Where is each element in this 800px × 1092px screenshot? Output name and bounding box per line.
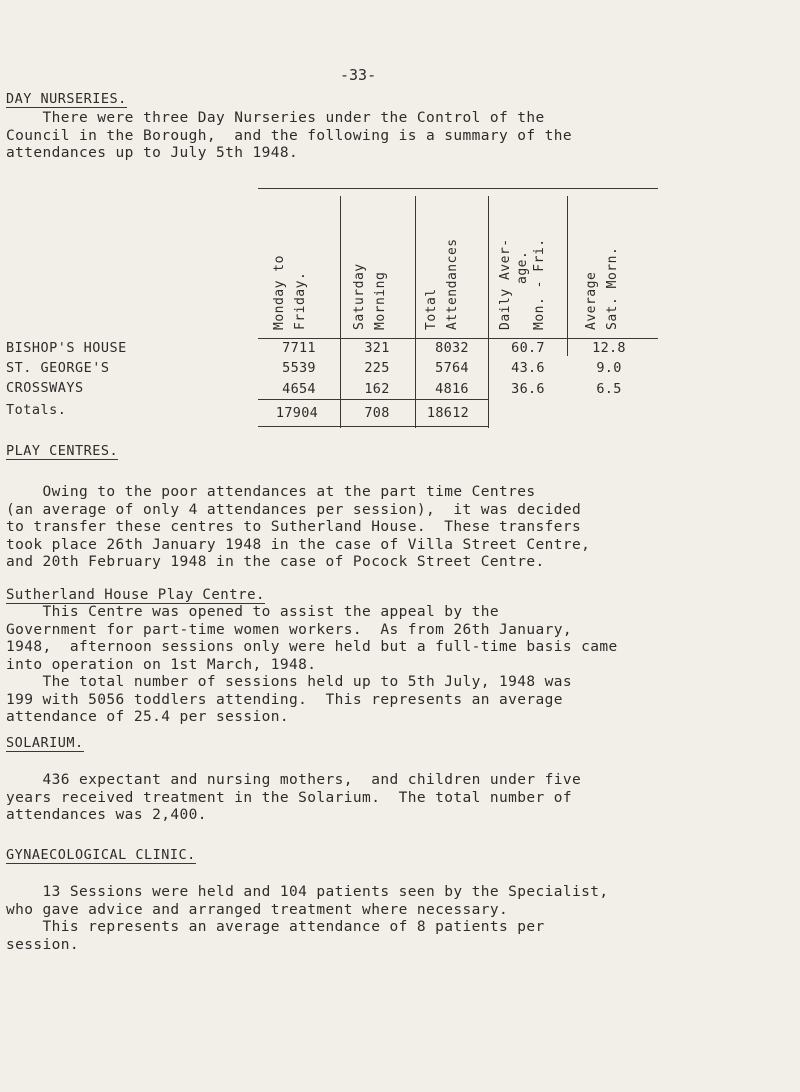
table-cell: 225: [364, 360, 390, 376]
sutherland-heading: Sutherland House Play Centre.: [6, 587, 265, 603]
row-label: ST. GEORGE'S: [6, 360, 110, 376]
table-cell: 36.6: [511, 381, 545, 397]
col-header-total-attendances: Total Attendances: [424, 238, 460, 330]
table-cell: 708: [364, 405, 390, 421]
table-cell: 4654: [282, 381, 316, 397]
table-cell: 18612: [426, 405, 470, 421]
table-top-border: [258, 188, 658, 189]
play-centres-paragraph: Owing to the poor attendances at the part time Centres (an average of only 4 attendances per session), it was decided to transfer these centres to Sutherland House. These transfers took place 26th January 1948 in the case of Villa Street Centre, and 20th February 1948 in the case of Pocock Street Centre.: [6, 484, 591, 570]
col-header-saturday-morning: Saturday Morning: [352, 263, 388, 330]
gynaecological-heading: GYNAECOLOGICAL CLINIC.: [6, 847, 196, 863]
gynaecological-paragraph: 13 Sessions were held and 104 patients seen by the Specialist, who gave advice and arranged treatment where necessary. This represents an average attendance of 8 patients per session.: [6, 884, 609, 953]
day-nurseries-heading: DAY NURSERIES.: [6, 91, 127, 107]
totals-label: Totals.: [6, 402, 67, 418]
table-cell: 17904: [275, 405, 319, 421]
row-label: CROSSWAYS: [6, 380, 84, 396]
table-cell: 8032: [435, 340, 469, 356]
table-cell: 162: [364, 381, 390, 397]
table-cell: 9.0: [596, 360, 622, 376]
row-label: BISHOP'S HOUSE: [6, 340, 127, 356]
col-header-daily-average: Daily Aver- age. Mon. - Fri.: [498, 238, 547, 330]
solarium-heading: SOLARIUM.: [6, 735, 84, 751]
table-cell: 5764: [435, 360, 469, 376]
table-cell: 43.6: [511, 360, 545, 376]
day-nurseries-paragraph: There were three Day Nurseries under the Control of the Council in the Borough, and the following is a summary of the attendances up to July 5th 1948.: [6, 110, 573, 161]
col-header-average-saturday: Average Sat. Morn.: [584, 246, 620, 330]
table-cell: 12.8: [592, 340, 626, 356]
table-cell: 60.7: [511, 340, 545, 356]
col-divider: [488, 196, 489, 428]
totals-top-border: [258, 399, 488, 400]
sutherland-paragraph: This Centre was opened to assist the appeal by the Government for part-time women workers. As from 26th January, 1948, afternoon sessions only were held but a full-time basis came into operation on 1st March, 1948. The total number of sessions held up to 5th July, 1948 was 199 with 5056 toddlers attending. This represents an average attendance of 25.4 per session.: [6, 604, 618, 725]
col-header-monday-friday: Monday to Friday.: [272, 255, 308, 330]
table-cell: 6.5: [596, 381, 622, 397]
table-bottom-border: [258, 426, 488, 427]
page-number: -33-: [340, 66, 377, 84]
play-centres-heading: PLAY CENTRES.: [6, 443, 119, 459]
table-cell: 5539: [282, 360, 316, 376]
table-cell: 7711: [282, 340, 316, 356]
table-cell: 321: [364, 340, 390, 356]
solarium-paragraph: 436 expectant and nursing mothers, and children under five years received treatment in the Solarium. The total number of attendances was 2,400.: [6, 772, 582, 823]
col-divider: [567, 196, 568, 356]
table-cell: 4816: [435, 381, 469, 397]
